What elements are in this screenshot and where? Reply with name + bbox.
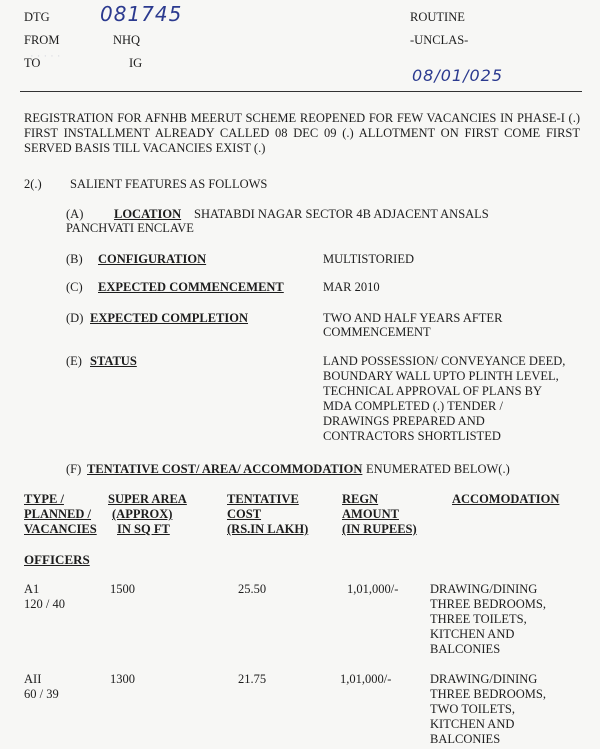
col-header-cost: (RS.IN LAKH)	[227, 522, 309, 536]
feature-e-key: STATUS	[90, 354, 137, 368]
salient-title: SALIENT FEATURES AS FOLLOWS	[70, 177, 268, 191]
feature-f-label: (F)	[66, 462, 82, 476]
dtg-label: DTG	[24, 10, 50, 24]
salient-number: 2(.)	[24, 177, 42, 191]
from-label: FROM	[24, 33, 60, 47]
feature-d-value-cont: COMMENCEMENT	[323, 325, 431, 339]
status-line: DRAWINGS PREPARED AND	[323, 414, 485, 428]
col-header-regn: REGN	[342, 492, 379, 506]
bleed-through-text: · · · · ·	[30, 50, 61, 62]
col-header-cost: COST	[227, 507, 262, 521]
intro-paragraph: REGISTRATION FOR AFNHB MEERUT SCHEME REOPENED FOR FEW VACANCIES IN PHASE-I (.) FIRST INSTALLMENT ALREADY CALLED 08 DEC 09 (.) ALLOTMENT ON FIRST COME FIRST SERVED BASIS TILL VACANCIES EXIST (.)	[24, 111, 580, 155]
feature-f-value: ENUMERATED BELOW(.)	[366, 462, 510, 476]
feature-d-label: (D)	[66, 311, 84, 325]
status-line: TECHNICAL APPROVAL OF PLANS BY	[323, 384, 543, 398]
table-cell-area: 1500	[110, 582, 135, 596]
table-cell-accommodation: THREE TOILETS,	[430, 612, 527, 626]
table-cell-accommodation: TWO TOILETS,	[430, 702, 515, 716]
table-cell-accommodation: THREE BEDROOMS,	[430, 687, 546, 701]
feature-a-key: LOCATION	[114, 207, 182, 221]
feature-a-value: SHATABDI NAGAR SECTOR 4B ADJACENT ANSALS	[194, 207, 489, 221]
table-cell-accommodation: BALCONIES	[430, 732, 501, 746]
table-cell-type: AII	[24, 672, 42, 686]
col-header-regn: (IN RUPEES)	[342, 522, 417, 536]
table-cell-accommodation: DRAWING/DINING	[430, 672, 538, 686]
feature-a-label: (A)	[66, 207, 84, 221]
col-header-regn: AMOUNT	[342, 507, 399, 521]
feature-a-value-cont: PANCHVATI ENCLAVE	[66, 221, 194, 235]
handwritten-date: 08/01/025	[412, 66, 504, 85]
feature-d-key: EXPECTED COMPLETION	[90, 311, 249, 325]
table-cell-planned: 120 / 40	[24, 597, 65, 611]
table-cell-accommodation: KITCHEN AND	[430, 717, 515, 731]
col-header-accommodation: ACCOMODATION	[452, 492, 560, 506]
col-header-area: SUPER AREA	[108, 492, 187, 506]
feature-c-label: (C)	[66, 280, 83, 294]
status-line: MDA COMPLETED (.) TENDER /	[323, 399, 503, 413]
to-label: TO	[24, 56, 41, 70]
feature-d-value: TWO AND HALF YEARS AFTER	[323, 311, 503, 325]
feature-c-key: EXPECTED COMMENCEMENT	[98, 280, 284, 294]
table-cell-accommodation: KITCHEN AND	[430, 627, 515, 641]
section-heading-officers: OFFICERS	[24, 552, 90, 567]
status-line: BOUNDARY WALL UPTO PLINTH LEVEL,	[323, 369, 559, 383]
table-cell-accommodation: BALCONIES	[430, 642, 501, 656]
status-line: LAND POSSESSION/ CONVEYANCE DEED,	[323, 354, 566, 368]
feature-b-key: CONFIGURATION	[98, 252, 207, 266]
col-header-area: IN SQ FT	[117, 522, 170, 536]
col-header-type: TYPE /	[24, 492, 64, 506]
table-cell-accommodation: DRAWING/DINING	[430, 582, 538, 596]
feature-c-value: MAR 2010	[323, 280, 380, 294]
header-divider	[20, 91, 582, 92]
table-cell-cost: 21.75	[238, 672, 267, 686]
table-cell-type: A1	[24, 582, 40, 596]
table-cell-accommodation: THREE BEDROOMS,	[430, 597, 546, 611]
to-value: IG	[129, 56, 143, 70]
col-header-area: (APPROX)	[112, 507, 173, 521]
feature-e-label: (E)	[66, 354, 82, 368]
feature-f-key: TENTATIVE COST/ AREA/ ACCOMMODATION	[87, 462, 363, 476]
table-cell-regn: 1,01,000/-	[340, 672, 392, 686]
feature-b-label: (B)	[66, 252, 83, 266]
dtg-handwritten-value: 081745	[100, 2, 183, 26]
feature-b-value: MULTISTORIED	[323, 252, 414, 266]
table-cell-cost: 25.50	[238, 582, 267, 596]
status-line: CONTRACTORS SHORTLISTED	[323, 429, 501, 443]
precedence-routine: ROUTINE	[410, 10, 465, 24]
col-header-type: VACANCIES	[24, 522, 97, 536]
table-cell-regn: 1,01,000/-	[347, 582, 399, 596]
from-value: NHQ	[113, 33, 141, 47]
classification: -UNCLAS-	[410, 33, 469, 47]
table-cell-planned: 60 / 39	[24, 687, 59, 701]
col-header-cost: TENTATIVE	[227, 492, 299, 506]
col-header-type: PLANNED /	[24, 507, 92, 521]
table-cell-area: 1300	[110, 672, 135, 686]
